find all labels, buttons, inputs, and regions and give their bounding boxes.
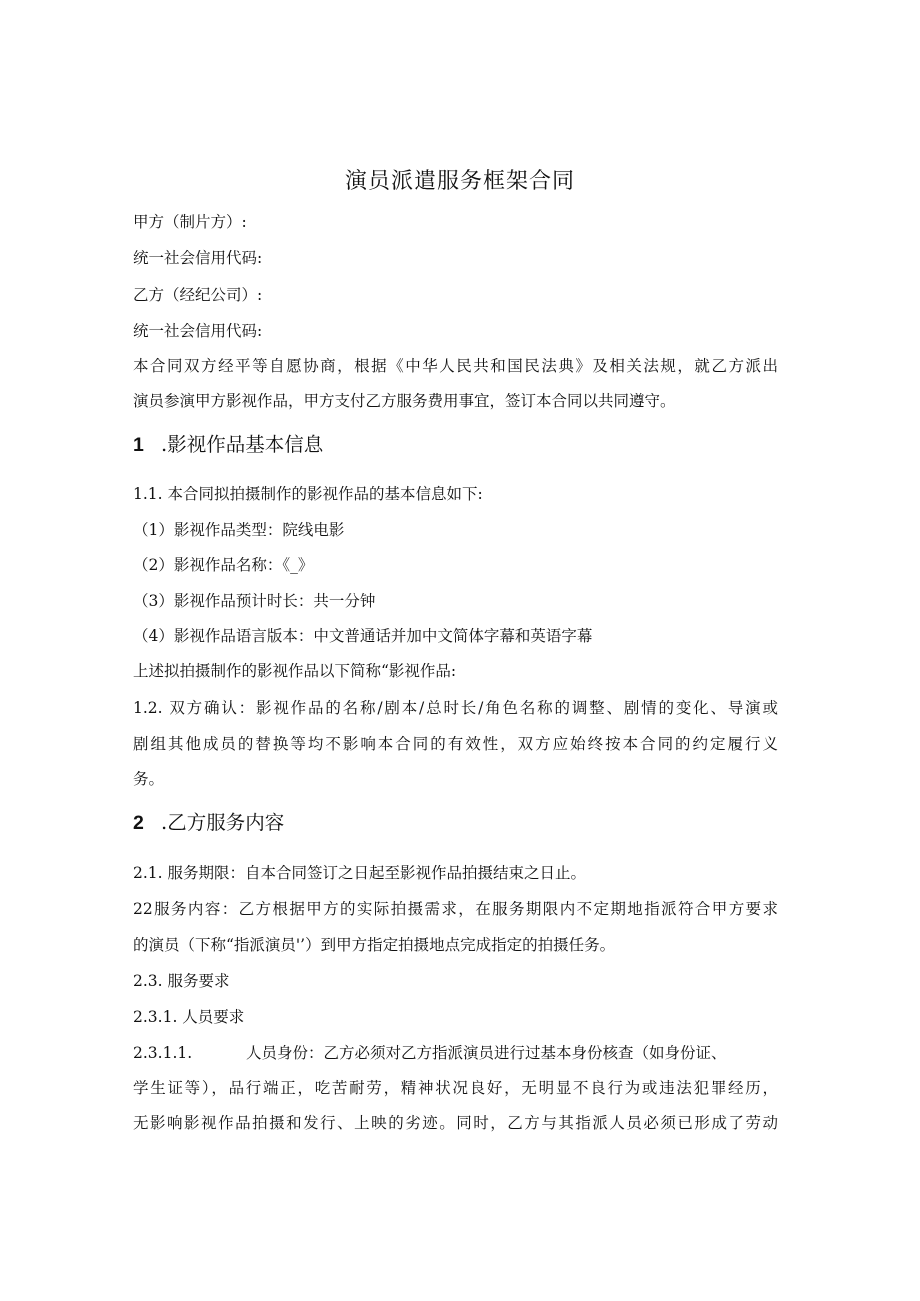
clause-2-3-1: 2.3.1. 人员要求 — [133, 1008, 245, 1026]
section-2-title: .乙方服务内容 — [161, 811, 285, 834]
clause-2-3-1-1-line-1 — [133, 1042, 727, 1064]
clause-2-1: 2.1. 服务期限：自本合同签订之日起至影视作品拍摄结束之日止。 — [133, 864, 587, 882]
clause-1-2-line-2: 剧组其他成员的替换等均不影响本合同的有效性，双方应始终按本合同的约定履行义 — [133, 735, 778, 753]
clause-2-3-1-1-line-2: 学生证等），品行端正，吃苦耐劳，精神状况良好，无明显不良行为或违法犯罪经历， — [133, 1079, 778, 1097]
party-a-label: 甲方（制片方）: — [133, 213, 247, 231]
clause-2-3-1-1-number: 2.3.1.1. — [133, 1044, 193, 1062]
section-1-number: 1 — [133, 434, 144, 456]
preamble-line-2: 演员参演甲方影视作品，甲方支付乙方服务费用事宜，签订本合同以共同遵守。 — [133, 392, 676, 410]
clause-1-2-line-1: 1.2. 双方确认：影视作品的名称/剧本/总时长/角色名称的调整、剧情的变化、导演或 — [133, 699, 778, 717]
work-name-item: （2）影视作品名称：《_》 — [133, 556, 314, 574]
clause-2-3-1-1-text: 人员身份：乙方必须对乙方指派演员进行过基本身份核查（如身份证、 — [246, 1044, 727, 1062]
work-abbreviation-note: 上述拟拍摄制作的影视作品以下简称“影视作品: — [133, 662, 457, 680]
section-1-title: .影视作品基本信息 — [161, 433, 324, 456]
section-2-heading — [133, 807, 284, 835]
work-type-item: （1）影视作品类型：院线电影 — [133, 521, 345, 539]
party-b-credit-code-label: 统一社会信用代码: — [133, 322, 263, 340]
work-language-item: （4）影视作品语言版本：中文普通话并加中文简体字幕和英语字幕 — [133, 627, 593, 645]
clause-2-3-1-1-line-3: 无影响影视作品拍摄和发行、上映的劣迹。同时，乙方与其指派人员必须已形成了劳动 — [133, 1114, 778, 1132]
document-title: 演员派遣服务框架合同 — [344, 169, 575, 194]
section-1-heading — [133, 429, 323, 457]
preamble-line-1: 本合同双方经平等自愿协商，根据《中华人民共和国民法典》及相关法规，就乙方派出 — [133, 357, 778, 375]
party-b-label: 乙方（经纪公司）: — [133, 286, 263, 304]
clause-1-1: 1.1. 本合同拟拍摄制作的影视作品的基本信息如下: — [133, 485, 483, 503]
clause-2-2-line-2: 的演员（下称“指派演员'’）到甲方指定拍摄地点完成指定的拍摄任务。 — [133, 936, 616, 954]
clause-2-3: 2.3. 服务要求 — [133, 972, 230, 990]
work-duration-item: （3）影视作品预计时长：共一分钟 — [133, 592, 376, 610]
section-2-number: 2 — [133, 812, 144, 834]
clause-1-2-line-3: 务。 — [133, 770, 165, 788]
party-a-credit-code-label: 统一社会信用代码: — [133, 249, 263, 267]
clause-2-2-line-1: 22服务内容：乙方根据甲方的实际拍摄需求，在服务期限内不定期地指派符合甲方要求 — [133, 900, 778, 918]
